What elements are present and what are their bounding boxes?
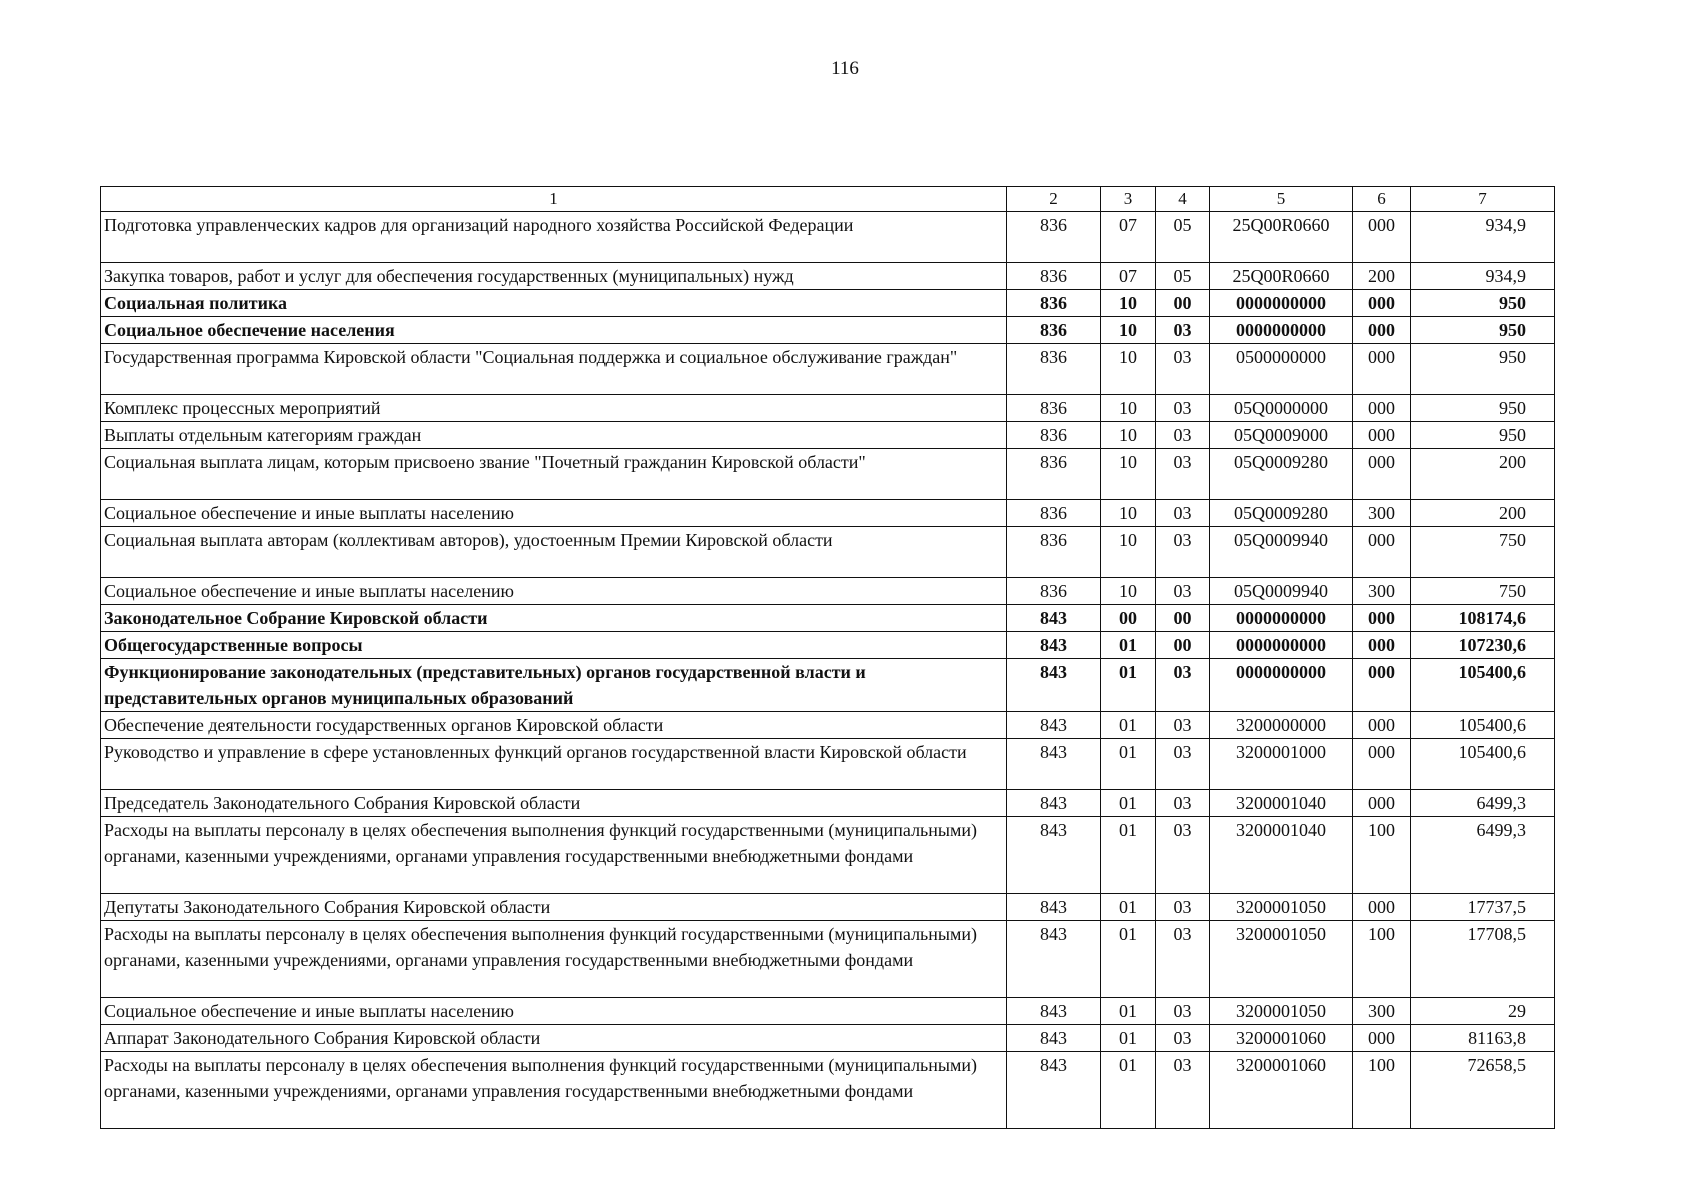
row-section: 10 [1101,344,1156,395]
header-cell-4: 4 [1156,187,1210,212]
row-sum: 750 [1411,527,1555,578]
row-expense-type: 300 [1353,998,1411,1025]
row-section: 10 [1101,500,1156,527]
row-target-article: 0000000000 [1210,605,1353,632]
header-cell-6: 6 [1353,187,1411,212]
row-subsection: 05 [1156,263,1210,290]
row-target-article: 0000000000 [1210,290,1353,317]
row-subsection: 03 [1156,422,1210,449]
row-target-article: 3200001040 [1210,817,1353,894]
table-row [101,500,1555,527]
row-sum: 17708,5 [1411,921,1555,998]
budget-table [100,186,1555,1129]
row-expense-type: 100 [1353,921,1411,998]
row-target-article: 05Q0009940 [1210,578,1353,605]
row-name: Социальное обеспечение населения [101,317,1007,344]
row-name: Социальная выплата авторам (коллективам авторов), удостоенным Премии Кировской области [101,527,1007,578]
row-subsection: 03 [1156,527,1210,578]
row-admin-code: 843 [1007,790,1101,817]
row-sum: 950 [1411,422,1555,449]
table-body [101,187,1555,1129]
row-expense-type: 000 [1353,317,1411,344]
row-expense-type: 200 [1353,263,1411,290]
row-target-article: 0500000000 [1210,344,1353,395]
table-row [101,212,1555,263]
row-section: 07 [1101,212,1156,263]
row-sum: 934,9 [1411,212,1555,263]
row-subsection: 03 [1156,1025,1210,1052]
row-admin-code: 836 [1007,212,1101,263]
table-row [101,578,1555,605]
row-sum: 950 [1411,317,1555,344]
row-expense-type: 000 [1353,739,1411,790]
row-section: 10 [1101,422,1156,449]
header-cell-2: 2 [1007,187,1101,212]
table-row [101,605,1555,632]
row-sum: 6499,3 [1411,790,1555,817]
row-name: Выплаты отдельным категориям граждан [101,422,1007,449]
row-admin-code: 836 [1007,527,1101,578]
row-subsection: 03 [1156,1052,1210,1129]
row-section: 01 [1101,921,1156,998]
row-target-article: 05Q0000000 [1210,395,1353,422]
row-subsection: 03 [1156,395,1210,422]
row-sum: 105400,6 [1411,659,1555,712]
table-row [101,712,1555,739]
row-name: Депутаты Законодательного Собрания Кировской области [101,894,1007,921]
table-header-row [101,187,1555,212]
row-expense-type: 000 [1353,632,1411,659]
row-expense-type: 300 [1353,500,1411,527]
row-subsection: 03 [1156,712,1210,739]
row-subsection: 03 [1156,817,1210,894]
row-target-article: 05Q0009000 [1210,422,1353,449]
row-target-article: 05Q0009280 [1210,500,1353,527]
row-expense-type: 100 [1353,1052,1411,1129]
table-row [101,317,1555,344]
row-sum: 107230,6 [1411,632,1555,659]
row-target-article: 3200001050 [1210,921,1353,998]
row-sum: 105400,6 [1411,739,1555,790]
row-sum: 6499,3 [1411,817,1555,894]
row-expense-type: 000 [1353,344,1411,395]
table-row [101,739,1555,790]
row-expense-type: 000 [1353,712,1411,739]
row-expense-type: 000 [1353,1025,1411,1052]
row-target-article: 3200001050 [1210,894,1353,921]
row-admin-code: 843 [1007,817,1101,894]
row-section: 00 [1101,605,1156,632]
row-expense-type: 000 [1353,894,1411,921]
row-subsection: 03 [1156,921,1210,998]
row-section: 10 [1101,578,1156,605]
row-subsection: 03 [1156,739,1210,790]
row-expense-type: 000 [1353,395,1411,422]
row-target-article: 0000000000 [1210,632,1353,659]
table-row [101,659,1555,712]
row-name: Общегосударственные вопросы [101,632,1007,659]
row-sum: 934,9 [1411,263,1555,290]
row-name: Расходы на выплаты персоналу в целях обеспечения выполнения функций государственными (муниципальными) органами, казенными учреждениями, органами управления государственными внебюджетными фондами [101,1052,1007,1129]
row-sum: 950 [1411,395,1555,422]
row-target-article: 3200001060 [1210,1052,1353,1129]
row-section: 01 [1101,659,1156,712]
row-sum: 17737,5 [1411,894,1555,921]
row-expense-type: 000 [1353,449,1411,500]
table-row [101,921,1555,998]
row-subsection: 00 [1156,290,1210,317]
row-name: Председатель Законодательного Собрания Кировской области [101,790,1007,817]
row-admin-code: 836 [1007,290,1101,317]
row-admin-code: 843 [1007,712,1101,739]
table-row [101,527,1555,578]
row-section: 01 [1101,1025,1156,1052]
page-number: 116 [831,58,859,79]
row-sum: 200 [1411,449,1555,500]
row-section: 10 [1101,290,1156,317]
row-expense-type: 000 [1353,605,1411,632]
row-name: Социальное обеспечение и иные выплаты населению [101,998,1007,1025]
row-section: 01 [1101,817,1156,894]
row-sum: 750 [1411,578,1555,605]
row-target-article: 3200000000 [1210,712,1353,739]
row-name: Социальное обеспечение и иные выплаты населению [101,578,1007,605]
table-row [101,998,1555,1025]
table-row [101,632,1555,659]
row-expense-type: 100 [1353,817,1411,894]
row-target-article: 0000000000 [1210,659,1353,712]
row-name: Расходы на выплаты персоналу в целях обеспечения выполнения функций государственными (муниципальными) органами, казенными учреждениями, органами управления государственными внебюджетными фондами [101,921,1007,998]
row-subsection: 03 [1156,500,1210,527]
row-section: 07 [1101,263,1156,290]
table-row [101,395,1555,422]
row-section: 01 [1101,739,1156,790]
row-section: 01 [1101,712,1156,739]
row-section: 01 [1101,790,1156,817]
row-admin-code: 836 [1007,578,1101,605]
row-name: Функционирование законодательных (представительных) органов государственной власти и представительных органов муниципальных образований [101,659,1007,712]
row-admin-code: 836 [1007,344,1101,395]
row-section: 01 [1101,1052,1156,1129]
row-admin-code: 843 [1007,739,1101,790]
table-row [101,422,1555,449]
table-row [101,894,1555,921]
row-subsection: 03 [1156,449,1210,500]
row-target-article: 05Q0009940 [1210,527,1353,578]
row-name: Закупка товаров, работ и услуг для обеспечения государственных (муниципальных) нужд [101,263,1007,290]
table-row [101,449,1555,500]
row-name: Социальная выплата лицам, которым присвоено звание "Почетный гражданин Кировской области" [101,449,1007,500]
row-expense-type: 000 [1353,659,1411,712]
row-admin-code: 843 [1007,1052,1101,1129]
row-expense-type: 000 [1353,212,1411,263]
row-sum: 950 [1411,344,1555,395]
row-subsection: 05 [1156,212,1210,263]
row-name: Законодательное Собрание Кировской области [101,605,1007,632]
header-cell-1: 1 [101,187,1007,212]
row-name: Социальное обеспечение и иные выплаты населению [101,500,1007,527]
row-admin-code: 836 [1007,317,1101,344]
row-admin-code: 836 [1007,500,1101,527]
table-row [101,263,1555,290]
row-target-article: 3200001060 [1210,1025,1353,1052]
table-row [101,790,1555,817]
row-subsection: 03 [1156,790,1210,817]
row-sum: 105400,6 [1411,712,1555,739]
row-subsection: 00 [1156,632,1210,659]
row-admin-code: 843 [1007,894,1101,921]
row-subsection: 03 [1156,578,1210,605]
row-admin-code: 843 [1007,605,1101,632]
row-sum: 81163,8 [1411,1025,1555,1052]
row-name: Руководство и управление в сфере установленных функций органов государственной власти Кировской области [101,739,1007,790]
row-name: Подготовка управленческих кадров для организаций народного хозяйства Российской Федерации [101,212,1007,263]
table-row [101,1052,1555,1129]
row-sum: 108174,6 [1411,605,1555,632]
table-row [101,817,1555,894]
row-expense-type: 000 [1353,422,1411,449]
row-section: 01 [1101,894,1156,921]
row-subsection: 03 [1156,998,1210,1025]
table-row [101,1025,1555,1052]
row-target-article: 3200001050 [1210,998,1353,1025]
row-section: 01 [1101,632,1156,659]
row-admin-code: 843 [1007,659,1101,712]
row-expense-type: 000 [1353,290,1411,317]
header-cell-3: 3 [1101,187,1156,212]
row-expense-type: 000 [1353,527,1411,578]
row-section: 01 [1101,998,1156,1025]
row-admin-code: 843 [1007,632,1101,659]
row-admin-code: 843 [1007,998,1101,1025]
row-sum: 29 [1411,998,1555,1025]
row-admin-code: 836 [1007,422,1101,449]
row-sum: 200 [1411,500,1555,527]
row-name: Обеспечение деятельности государственных органов Кировской области [101,712,1007,739]
row-admin-code: 843 [1007,921,1101,998]
row-target-article: 25Q00R0660 [1210,263,1353,290]
row-subsection: 03 [1156,344,1210,395]
row-section: 10 [1101,449,1156,500]
row-target-article: 05Q0009280 [1210,449,1353,500]
header-cell-5: 5 [1210,187,1353,212]
row-section: 10 [1101,395,1156,422]
row-sum: 950 [1411,290,1555,317]
row-subsection: 00 [1156,605,1210,632]
row-target-article: 3200001000 [1210,739,1353,790]
row-name: Социальная политика [101,290,1007,317]
row-subsection: 03 [1156,659,1210,712]
row-target-article: 3200001040 [1210,790,1353,817]
row-section: 10 [1101,527,1156,578]
row-admin-code: 836 [1007,263,1101,290]
row-name: Расходы на выплаты персоналу в целях обеспечения выполнения функций государственными (муниципальными) органами, казенными учреждениями, органами управления государственными внебюджетными фондами [101,817,1007,894]
table-row [101,290,1555,317]
row-name: Государственная программа Кировской области "Социальная поддержка и социальное обслуживание граждан" [101,344,1007,395]
row-section: 10 [1101,317,1156,344]
row-subsection: 03 [1156,317,1210,344]
row-expense-type: 300 [1353,578,1411,605]
row-target-article: 0000000000 [1210,317,1353,344]
row-name: Комплекс процессных мероприятий [101,395,1007,422]
row-admin-code: 836 [1007,395,1101,422]
row-admin-code: 843 [1007,1025,1101,1052]
table-row [101,344,1555,395]
row-expense-type: 000 [1353,790,1411,817]
row-name: Аппарат Законодательного Собрания Кировской области [101,1025,1007,1052]
row-admin-code: 836 [1007,449,1101,500]
header-cell-7: 7 [1411,187,1555,212]
row-target-article: 25Q00R0660 [1210,212,1353,263]
row-sum: 72658,5 [1411,1052,1555,1129]
row-subsection: 03 [1156,894,1210,921]
